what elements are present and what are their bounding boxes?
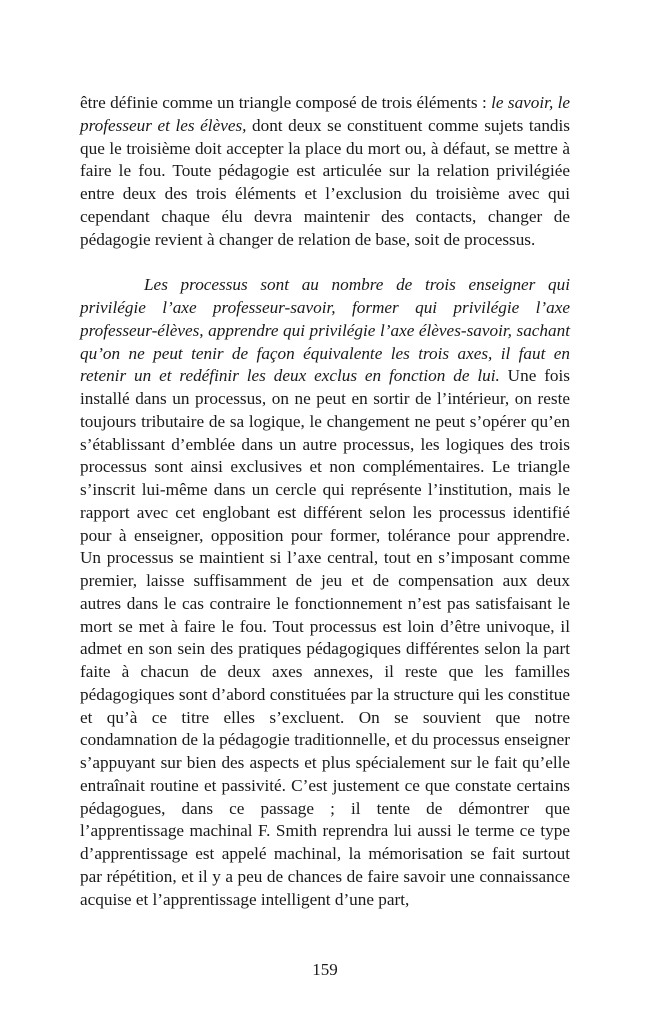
text-segment: être définie comme un triangle composé de trois éléments :: [80, 93, 492, 112]
paragraph-2: [80, 274, 570, 911]
text-segment: dont deux se constituent comme sujets tandis que le troisième doit accepter la place du mort ou, à défaut, se mettre à faire le fou. Toute pédagogie est articulée sur la relation privilégiée entre deux des trois éléments et l’exclusion du troisième avec qui cependant chaque élu devra maintenir des contacts, changer de pédagogie revient à changer de relation de base, soit de processus.: [80, 115, 570, 249]
text-segment: Une fois installé dans un processus, on ne peut en sortir de l’intérieur, on reste toujours tributaire de sa logique, le changement ne peut s’opérer qu’en s’établissant d’emblée dans un autre processus, les logiques des trois processus sont ainsi exclusives et non complémentaires. Le triangle s’inscrit lui-même dans un cercle qui représente l’institution, mais le rapport avec cet englobant est différent selon les processus identifié pour à enseigner, opposition pour former, tolérance pour apprendre. Un processus se maintient si l’axe central, tout en s’imposant comme premier, laisse suffisamment de jeu et de compensation aux deux autres dans le cas contraire le fonctionnement n’est pas satisfaisant le mort se met à faire le fou. Tout processus est loin d’être univoque, il admet en son sein des pratiques pédagogiques différentes selon la part faite à chacun de deux axes annexes, il reste que les familles pédagogiques sont d’abord constituées par la structure qui les constitue et qu’à ce titre elles s’excluent. On se souvient que notre condamnation de la pédagogie traditionnelle, et du processus enseigner s’appuyant sur bien des aspects et plus spécialement sur le fait qu’elle entraînait routine et passivité. C’est justement ce que constate certains pédagogues, dans ce passage ; il tente de démontrer que l’apprentissage machinal F. Smith reprendra lui aussi le terme ce type d’apprentissage est appelé machinal, la mémorisation se fait surtout par répétition, et il y a peu de chances de faire savoir une connaissance acquise et l’apprentissage intelligent d’une part,: [80, 366, 570, 909]
text-segment-italic: Les processus sont au nombre de trois enseigner qui privilégie l’axe professeur-savoir, former qui privilégie l’axe professeur-élèves, apprendre qui privilégie l’axe élèves-savoir, sachant qu’on ne peut tenir de façon équivalente les trois axes, il faut en retenir un et redéfinir les deux exclus en fonction de lui.: [80, 275, 570, 386]
text-segment-italic: le savoir, le professeur et les élèves,: [80, 93, 571, 135]
page-number: 159: [312, 960, 338, 979]
paragraph-1: [80, 92, 570, 251]
body-text: [80, 92, 570, 911]
